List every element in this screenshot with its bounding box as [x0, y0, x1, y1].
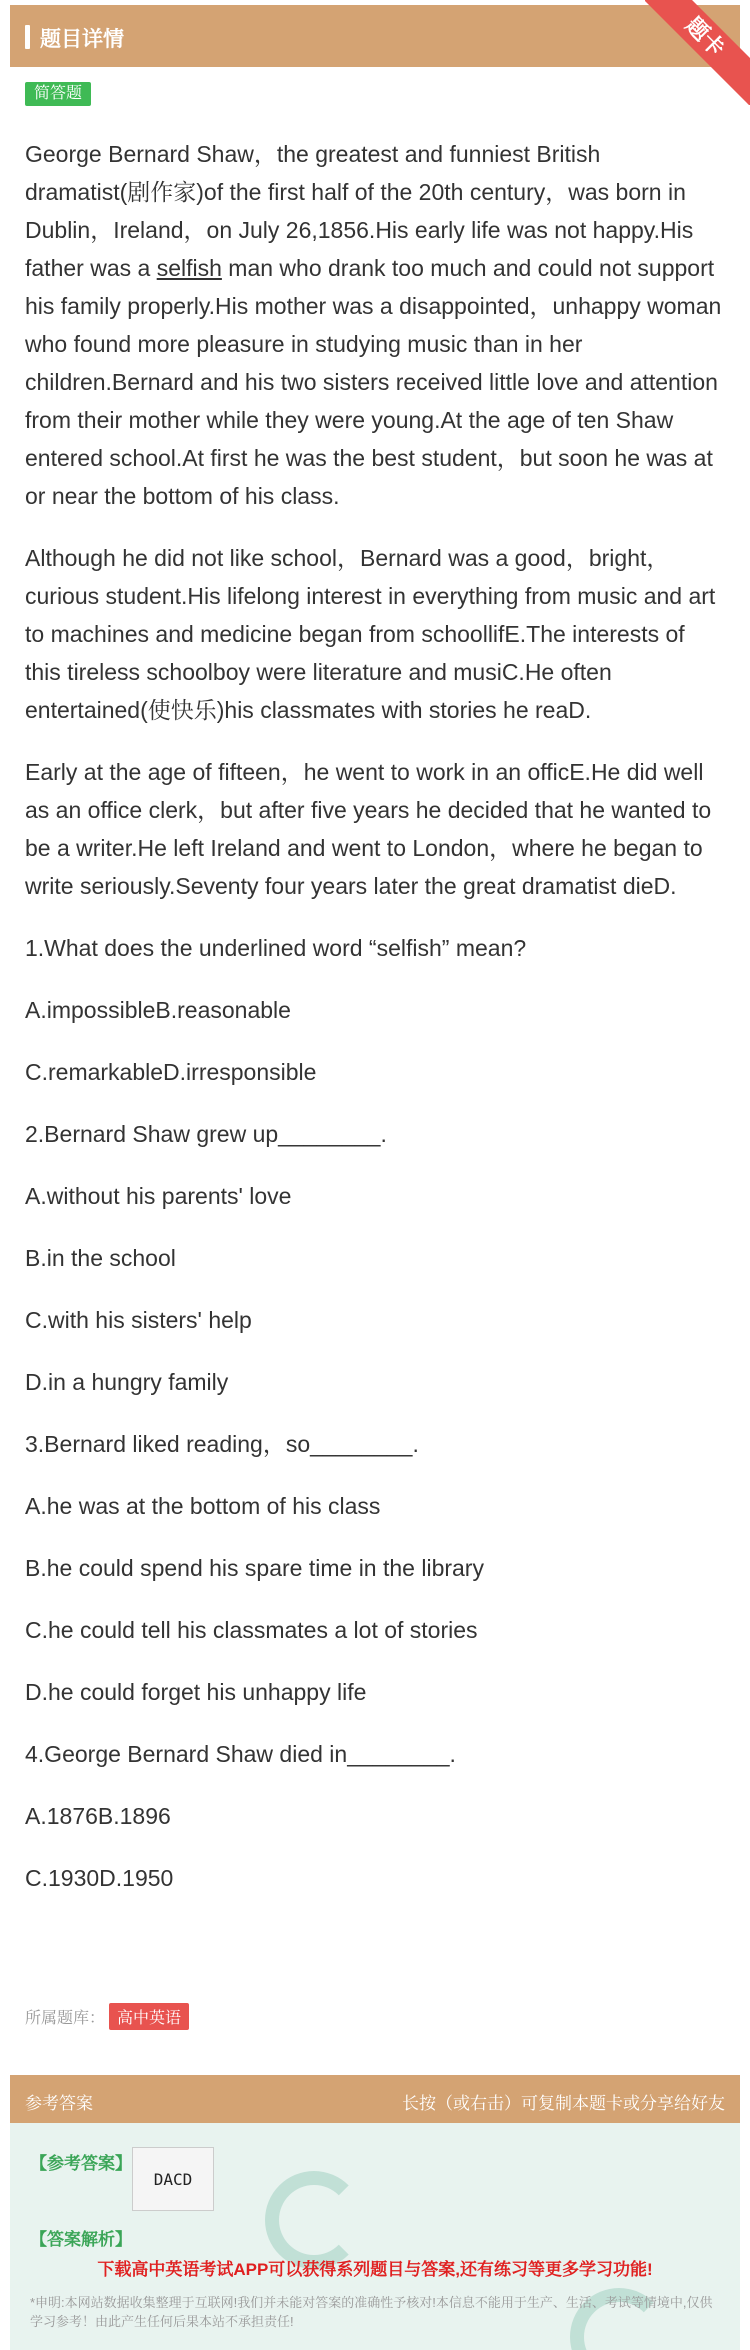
- option-line: A.impossibleB.reasonable: [25, 997, 291, 1023]
- underlined-word: selfish: [156, 255, 222, 281]
- question-line: 3.Bernard liked reading，so________.: [25, 1431, 419, 1457]
- app-promo-link[interactable]: 下载高中英语考试APP可以获得系列题目与答案,还有练习等更多学习功能!: [97, 2260, 653, 2279]
- question-line: 2.Bernard Shaw grew up________.: [25, 1121, 387, 1147]
- explanation-label: 【答案解析】: [30, 2230, 132, 2249]
- option-line: D.in a hungry family: [25, 1369, 229, 1395]
- library-tag[interactable]: 高中英语: [109, 2003, 189, 2030]
- option-line: C.with his sisters' help: [25, 1307, 252, 1333]
- page-header: [10, 5, 740, 67]
- passage-paragraph-1: [25, 135, 725, 515]
- answer-image: DACD: [132, 2147, 214, 2211]
- header-accent-bar: [25, 25, 30, 49]
- question-content: [25, 135, 725, 1921]
- card-ribbon[interactable]: [645, 0, 750, 105]
- question-type-badge: 简答题: [25, 82, 91, 106]
- option-line: D.he could forget his unhappy life: [25, 1679, 367, 1705]
- library-label: 所属题库：: [25, 2010, 106, 2027]
- passage-paragraph-3: Early at the age of fifteen，he went to work in an officE.He did well as an office clerk，but after five years he decided that he wanted to be a writer.He left Ireland and went to London，where he began to write seriously.Seventy four years later the great dramatist dieD.: [25, 759, 712, 899]
- disclaimer-text: *申明:本网站数据收集整理于互联网!我们并未能对答案的准确性予核对!本信息不能用于生产、生活、考试等情境中,仅供学习参考！由此产生任何后果本站不承担责任!: [30, 2295, 713, 2329]
- passage-paragraph-2: Although he did not like school，Bernard was a good，bright，curious student.His lifelong interest in everything from music and art to machines and medicine began from schoollifE.The interests of this tireless schoolboy were literature and musiC.He often entertained(使快乐)his classmates with stories he reaD.: [25, 545, 716, 723]
- option-line: B.in the school: [25, 1245, 176, 1271]
- answer-header-title: 参考答案: [25, 2094, 93, 2113]
- page-title: 题目详情: [40, 28, 124, 51]
- share-hint: 长按（或右击）可复制本题卡或分享给好友: [402, 2094, 725, 2113]
- answer-label: 【参考答案】: [30, 2154, 132, 2173]
- passage-text: George Bernard Shaw，the greatest and funniest British dramatist(剧作家)of the first half of the 20th century，was born in Dublin，Ireland，on July 26,1856.His early life was not happy.His father was a: [25, 141, 694, 281]
- answer-panel: [10, 2123, 740, 2350]
- option-line: C.he could tell his classmates a lot of stories: [25, 1617, 478, 1643]
- question-library: [25, 2003, 189, 2030]
- question-line: 4.George Bernard Shaw died in________.: [25, 1741, 456, 1767]
- option-line: C.remarkableD.irresponsible: [25, 1059, 317, 1085]
- option-line: B.he could spend his spare time in the library: [25, 1555, 484, 1581]
- option-line: C.1930D.1950: [25, 1865, 174, 1891]
- answer-header: [10, 2075, 740, 2123]
- passage-text: man who drank too much and could not support his family properly.His mother was a disappointed，unhappy woman who found more pleasure in studying music than in her children.Bernard and his two sisters received little love and attention from their mother while they were young.At the age of ten Shaw entered school.At first he was the best student，but soon he was at or near the bottom of his class.: [25, 255, 722, 509]
- option-line: A.1876B.1896: [25, 1803, 171, 1829]
- option-line: A.he was at the bottom of his class: [25, 1493, 381, 1519]
- question-line: 1.What does the underlined word “selfish” mean?: [25, 935, 527, 961]
- ribbon-label: 题卡: [645, 0, 750, 105]
- option-line: A.without his parents' love: [25, 1183, 292, 1209]
